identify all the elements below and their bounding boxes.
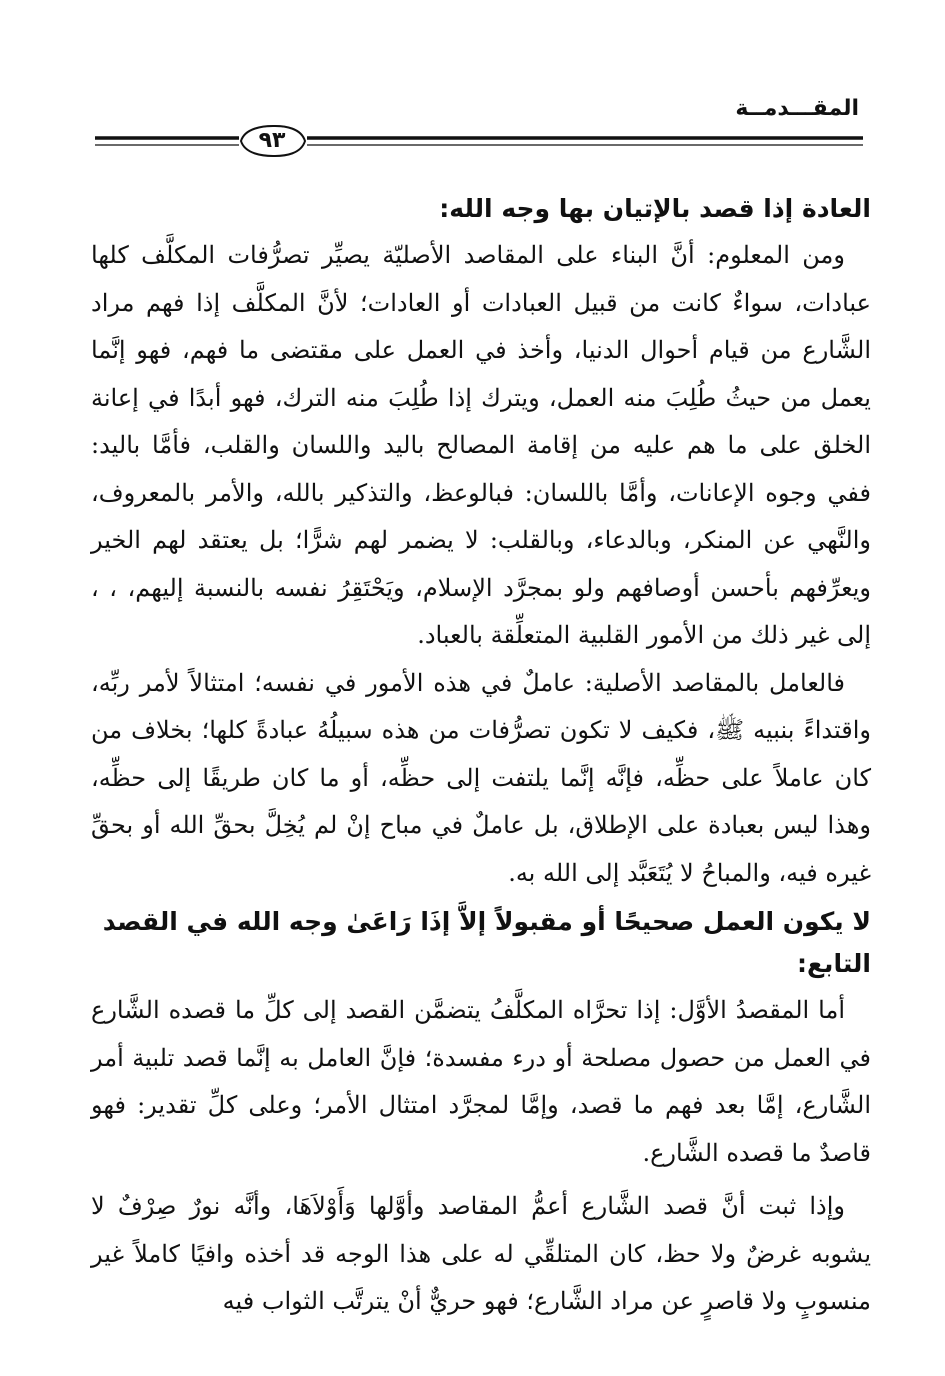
header-rule-lines — [95, 124, 863, 158]
page-number: ٩٣ — [258, 128, 286, 153]
section-heading: لا يكون العمل صحيحًا أو مقبولاً إلاَّ إذَا رَاعَىٰ وجه الله في القصد التابع: — [102, 907, 871, 978]
section-heading: العادة إذا قصد بالإتيان بها وجه الله: — [439, 194, 871, 223]
paragraph: ومن المعلوم: أنَّ البناء على المقاصد الأصليّة يصيِّر تصرُّفات المكلَّف كلها عبادات، سواءٌ كانت من قبيل العبادات أو العادات؛ لأنَّ المكلَّف إذا فهم مراد الشَّارع من قيام أحوال الدنيا، وأخذ في العمل على مقتضى ما فهم، فهو إنَّما يعمل من حيثُ طُلِبَ منه العمل، ويترك إذا طُلِبَ منه الترك، فهو أبدًا في إعانة الخلق على ما هم عليه من إقامة المصالح باليد واللسان والقلب، فأمَّا باليد: ففي وجوه الإعانات، وأمَّا باللسان: فبالوعظ، والتذكير بالله، والأمر بالمعروف، والنَّهي عن المنكر، وبالدعاء، وبالقلب: لا يضمر لهم شرًّا؛ بل يعتقد لهم الخير ويعرِّفهم بأحسن أوصافهم ولو بمجرَّد الإسلام، ويَحْتَقِرُ نفسه بالنسبة إليهم، ، ، إلى غير ذلك من الأمور القلبية المتعلِّقة بالعباد. — [91, 241, 872, 649]
paragraph: أما المقصدُ الأوَّل: إذا تحرَّاه المكلَّفُ يتضمَّن القصد إلى كلِّ ما قصده الشَّارع في العمل من حصول مصلحة أو درء مفسدة؛ فإنَّ العامل به إنَّما قصد تلبية أمر الشَّارع، إمَّا بعد فهم ما قصد، وإمَّا لمجرَّد امتثال الأمر؛ وعلى كلِّ تقدير: فهو قاصدٌ ما قصده الشَّارع. — [91, 996, 871, 1167]
running-title: المقـــدمــة — [735, 96, 859, 121]
paragraph: فالعامل بالمقاصد الأصلية: عاملٌ في هذه الأمور في نفسه؛ امتثالاً لأمر ربِّه، واقتداءً بنبيه ﷺ، فكيف لا تكون تصرُّفات من هذه سبيلُهُ عبادةً كلها؛ بخلاف من كان عاملاً على حظِّه، فإنَّه إنَّما يلتفت إلى حظِّه، أو ما كان طريقًا إلى حظِّه، وهذا ليس بعبادة على الإطلاق، بل عاملٌ في مباح إنْ لم يُخِلَّ بحقِّ الله أو بحقِّ غيره فيه، والمباحُ لا يُتَعَبَّد إلى الله به. — [91, 668, 871, 887]
paragraph: وإذا ثبت أنَّ قصد الشَّارع أعمُّ المقاصد وأوَّلها وَأَوْلاَهَا، وأنَّه نورٌ صِرْفٌ لا يشوبه غرضٌ ولا حظ، كان المتلقِّي له على هذا الوجه قد أخذه وافيًا كاملاً غير منسوبٍ ولا قاصرٍ عن مراد الشَّارع؛ فهو حريٌّ أنْ يترتَّب الثواب فيه — [91, 1192, 871, 1315]
header-rule — [95, 124, 863, 158]
page-body — [91, 188, 871, 1326]
